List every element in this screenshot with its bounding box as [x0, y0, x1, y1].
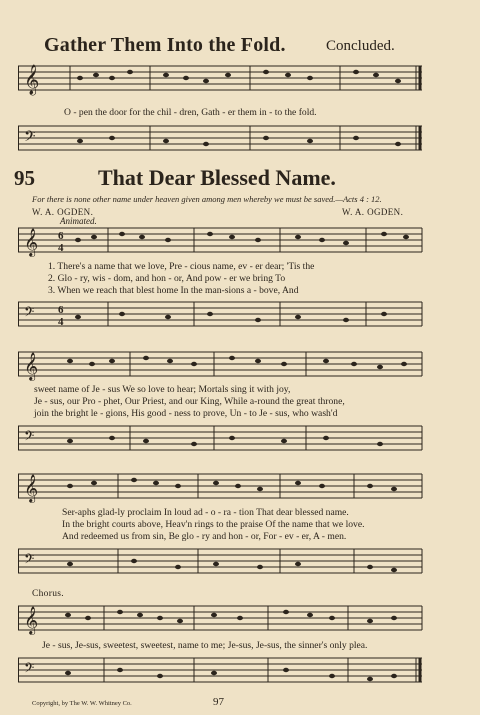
verse-3-line: And redeemed us from sin, Be glo - ry and hon - or, For - ev - er, A - men. — [62, 531, 347, 542]
music-staff-treble — [18, 468, 428, 504]
svg-text:𝄞: 𝄞 — [24, 606, 39, 634]
music-credit: W. A. OGDEN. — [342, 207, 404, 217]
words-credit: W. A. OGDEN. — [32, 207, 94, 217]
previous-hymn-lyric: O - pen the door for the chil - dren, Gath - er them in - to the fold. — [64, 107, 317, 118]
music-staff-bass — [18, 420, 428, 456]
music-staff-bass — [18, 543, 428, 579]
concluded-label: Concluded. — [326, 38, 395, 54]
music-staff-treble — [18, 222, 428, 258]
svg-text:𝄢: 𝄢 — [24, 428, 35, 447]
svg-text:𝄞: 𝄞 — [24, 352, 39, 380]
scripture-reference: For there is none other name under heaven given among men whereby we must be saved.—Acts 4 : 12. — [32, 194, 382, 204]
page-number: 97 — [213, 696, 224, 708]
previous-hymn-title: Gather Them Into the Fold. — [44, 34, 286, 56]
hymn-title: That Dear Blessed Name. — [98, 165, 336, 190]
chorus-lyric: Je - sus, Je-sus, sweetest, sweetest, name to me; Je-sus, Je-sus, the sinner's only plea. — [42, 640, 368, 651]
svg-text:6: 6 — [58, 230, 64, 242]
music-staff-bass — [18, 652, 428, 688]
svg-text:𝄞: 𝄞 — [24, 228, 39, 256]
svg-text:𝄞: 𝄞 — [24, 474, 39, 502]
music-staff-treble — [18, 600, 428, 636]
svg-text:𝄢: 𝄢 — [24, 304, 35, 323]
music-staff-treble — [18, 58, 428, 98]
verse-2-line: 2. Glo - ry, wis - dom, and hon - or, And pow - er we bring To — [48, 273, 286, 284]
svg-text:𝄢: 𝄢 — [24, 660, 35, 679]
verse-2-line: In the bright courts above, Heav'n rings to the praise Of the name that we love. — [62, 519, 365, 530]
music-staff-treble — [18, 346, 428, 382]
svg-text:4: 4 — [58, 242, 64, 254]
hymn-number: 95 — [14, 166, 35, 190]
verse-1-line: sweet name of Je - sus We so love to hear; Mortals sing it with joy, — [34, 384, 291, 395]
verse-2-line: Je - sus, our Pro - phet, Our Priest, and our King, While a-round the great throne, — [34, 396, 345, 407]
svg-text:𝄢: 𝄢 — [24, 128, 36, 149]
svg-text:𝄢: 𝄢 — [24, 551, 35, 570]
svg-text:4: 4 — [58, 316, 64, 328]
svg-text:6: 6 — [58, 304, 64, 316]
verse-3-line: 3. When we reach that blest home In the man-sions a - bove, And — [48, 285, 299, 296]
music-staff-bass — [18, 296, 428, 332]
copyright-notice: Copyright, by The W. W. Whitney Co. — [32, 700, 132, 707]
music-staff-bass — [18, 118, 428, 160]
verse-1-line: Ser-aphs glad-ly proclaim In loud ad - o - ra - tion That dear blessed name. — [62, 507, 349, 518]
svg-text:𝄞: 𝄞 — [24, 65, 40, 95]
chorus-label: Chorus. — [32, 589, 64, 599]
verse-1-line: 1. There's a name that we love, Pre - cious name, ev - er dear; 'Tis the — [48, 261, 315, 272]
tempo-marking: Animated. — [60, 216, 97, 226]
verse-3-line: join the bright le - gions, His good - ness to prove, Un - to Je - sus, who wash'd — [34, 408, 338, 419]
